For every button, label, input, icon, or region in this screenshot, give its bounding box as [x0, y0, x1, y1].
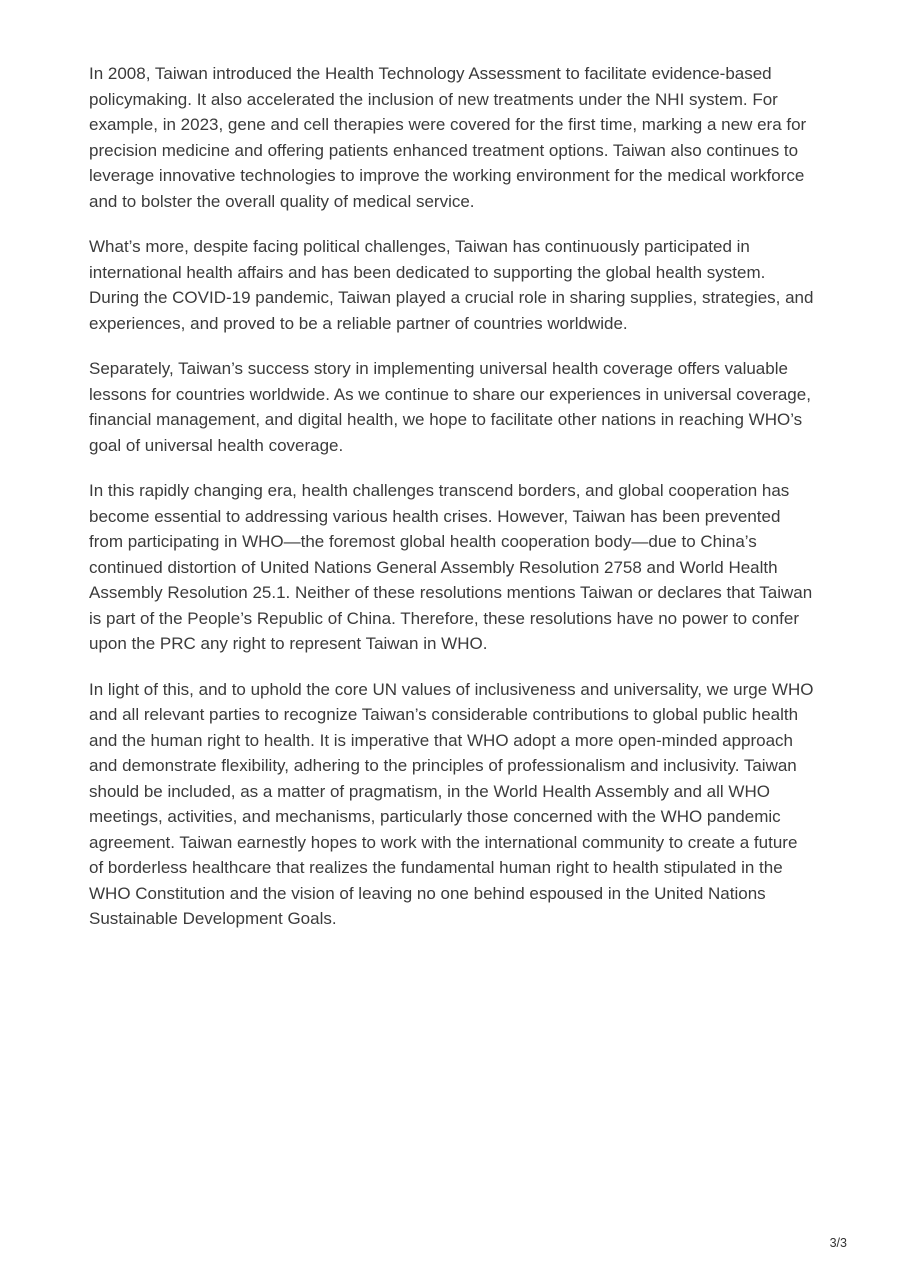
paragraph-universal-health-coverage: Separately, Taiwan’s success story in implementing universal health coverage offers valuable lessons for countries worldwide. As we continue to share our experiences in universal coverage, financial management, and digital health, we hope to facilitate other nations in reaching WHO’s goal of universal health coverage.: [89, 359, 811, 455]
paragraph-un-values-conclusion: In light of this, and to uphold the core UN values of inclusiveness and universality, we urge WHO and all relevant parties to recognize Taiwan’s considerable contributions to global public health and the human right to health. It is imperative that WHO adopt a more open-minded approach and demonstrate flexibility, adhering to the principles of professionalism and inclusivity. Taiwan should be included, as a matter of pragmatism, in the World Health Assembly and all WHO meetings, activities, and mechanisms, particularly those concerned with the WHO pandemic agreement. Taiwan earnestly hopes to work with the international community to create a future of borderless healthcare that realizes the fundamental human right to health stipulated in the WHO Constitution and the vision of leaving no one behind espoused in the United Nations Sustainable Development Goals.: [89, 679, 814, 928]
paragraph-health-technology-assessment: In 2008, Taiwan introduced the Health Technology Assessment to facilitate evidence-based policymaking. It also accelerated the inclusion of new treatments under the NHI system. For example, in 2023, gene and cell therapies were covered for the first time, marking a new era for precision medicine and offering patients enhanced treatment options. Taiwan also continues to leverage innovative technologies to improve the working environment for the medical workforce and to bolster the overall quality of medical service.: [89, 64, 807, 211]
document-body: [89, 61, 816, 952]
paragraph-international-health-affairs: What’s more, despite facing political challenges, Taiwan has continuously participated in international health affairs and has been dedicated to supporting the global health system. During the COVID-19 pandemic, Taiwan played a crucial role in sharing supplies, strategies, and experiences, and proved to be a reliable partner of countries worldwide.: [89, 237, 814, 333]
page-number: 3/3: [829, 1236, 847, 1250]
paragraph-who-resolutions: In this rapidly changing era, health challenges transcend borders, and global cooperation has become essential to addressing various health crises. However, Taiwan has been prevented from participating in WHO—the foremost global health cooperation body—due to China’s continued distortion of United Nations General Assembly Resolution 2758 and World Health Assembly Resolution 25.1. Neither of these resolutions mentions Taiwan or declares that Taiwan is part of the People’s Republic of China. Therefore, these resolutions have no power to confer upon the PRC any right to represent Taiwan in WHO.: [89, 481, 813, 653]
